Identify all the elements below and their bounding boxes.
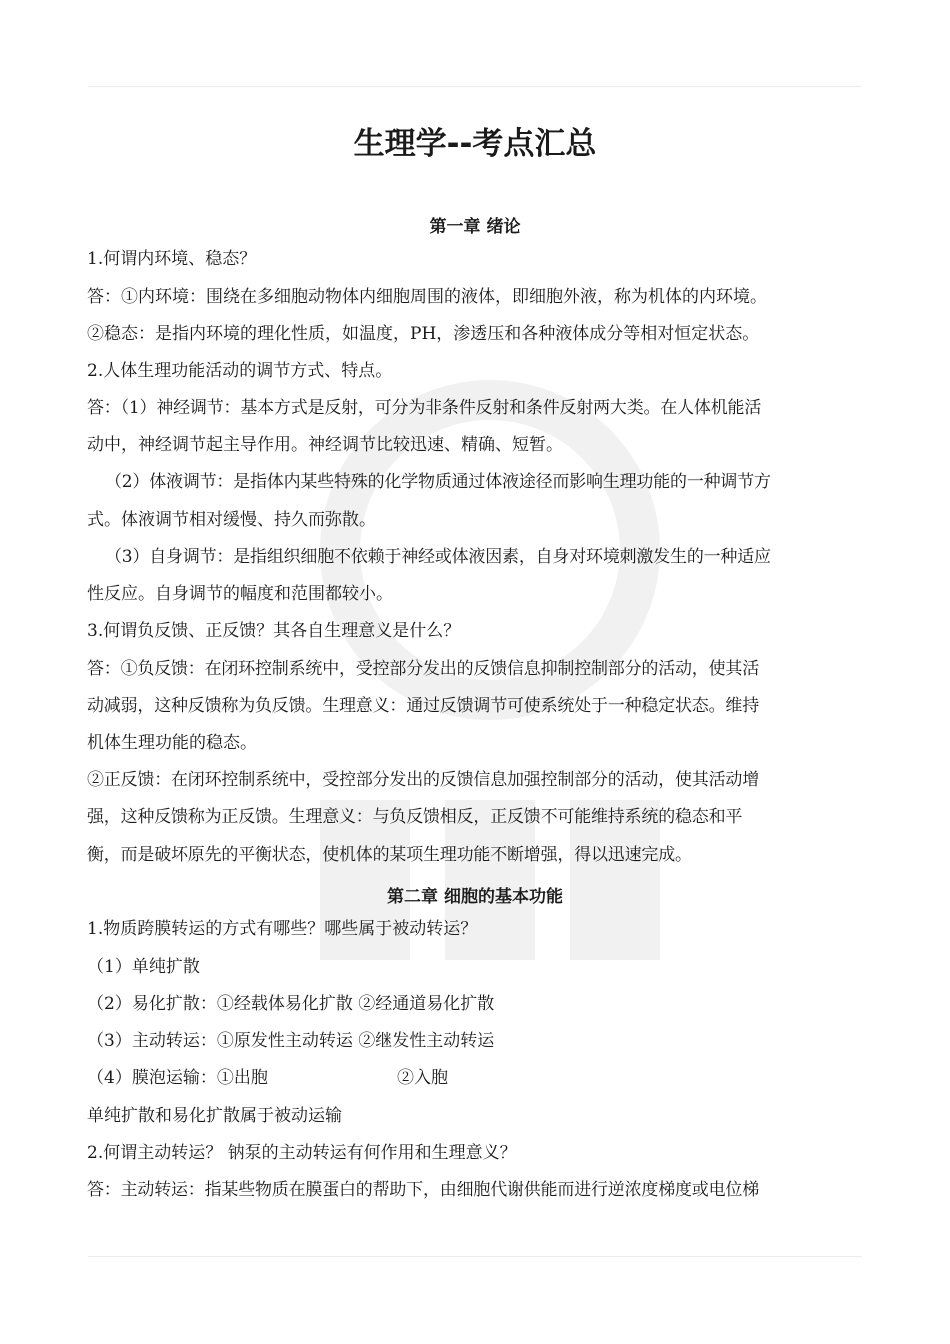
list-item: （1）单纯扩散 bbox=[87, 957, 200, 977]
answer-line: 答：①内环境：围绕在多细胞动物体内细胞周围的液体，即细胞外液，称为机体的内环境。 bbox=[87, 287, 767, 307]
question-1: 1.何谓内环境、稳态？ bbox=[87, 249, 257, 269]
chapter-heading: 第一章 绪论 bbox=[429, 217, 521, 237]
answer-line: 答：①负反馈：在闭环控制系统中，受控部分发出的反馈信息抑制控制部分的活动，使其活 bbox=[87, 659, 759, 679]
answer-line: 动减弱，这种反馈称为负反馈。生理意义：通过反馈调节可使系统处于一种稳定状态。维持 bbox=[87, 696, 759, 716]
bottom-rule bbox=[88, 1256, 862, 1257]
question-3: 3.何谓负反馈、正反馈？其各自生理意义是什么？ bbox=[87, 621, 461, 641]
top-rule bbox=[88, 86, 862, 87]
question-1: 1.物质跨膜转运的方式有哪些？哪些属于被动转运？ bbox=[87, 919, 478, 939]
answer-line: 答：主动转运：指某些物质在膜蛋白的帮助下，由细胞代谢供能而进行逆浓度梯度或电位梯 bbox=[87, 1180, 759, 1200]
list-item: （4）膜泡运输：①出胞 bbox=[87, 1068, 268, 1088]
answer-line: 性反应。自身调节的幅度和范围都较小。 bbox=[87, 584, 393, 604]
answer-line: 动中，神经调节起主导作用。神经调节比较迅速、精确、短暂。 bbox=[87, 435, 563, 455]
page-title: 生理学--考点汇总 bbox=[353, 126, 597, 162]
answer-line: 式。体液调节相对缓慢、持久而弥散。 bbox=[87, 510, 376, 530]
list-item: （2）易化扩散：①经载体易化扩散 ②经通道易化扩散 bbox=[87, 994, 495, 1014]
answer-line: 机体生理功能的稳态。 bbox=[87, 733, 257, 753]
answer-line: 强，这种反馈称为正反馈。生理意义：与负反馈相反，正反馈不可能维持系统的稳态和平 bbox=[87, 807, 743, 827]
answer-line: ②正反馈：在闭环控制系统中，受控部分发出的反馈信息加强控制部分的活动，使其活动增 bbox=[87, 770, 759, 790]
list-item: （3）主动转运：①原发性主动转运 ②继发性主动转运 bbox=[87, 1031, 495, 1051]
list-item-part: ②入胞 bbox=[397, 1068, 448, 1088]
question-2: 2.人体生理功能活动的调节方式、特点。 bbox=[87, 361, 393, 381]
answer-line: （2）体液调节：是指体内某些特殊的化学物质通过体液途径而影响生理功能的一种调节方 bbox=[105, 472, 771, 492]
summary-line: 单纯扩散和易化扩散属于被动运输 bbox=[87, 1106, 342, 1126]
answer-line: 答：（1）神经调节：基本方式是反射，可分为非条件反射和条件反射两大类。在人体机能活 bbox=[87, 398, 762, 418]
chapter-heading: 第二章 细胞的基本功能 bbox=[387, 887, 563, 907]
question-2: 2.何谓主动转运？ 钠泵的主动转运有何作用和生理意义？ bbox=[87, 1143, 517, 1163]
answer-line: 衡，而是破坏原先的平衡状态，使机体的某项生理功能不断增强，得以迅速完成。 bbox=[87, 845, 692, 865]
answer-line: （3）自身调节：是指组织细胞不依赖于神经或体液因素，自身对环境刺激发生的一种适应 bbox=[105, 547, 771, 567]
answer-line: ②稳态：是指内环境的理化性质，如温度，PH，渗透压和各种液体成分等相对恒定状态。 bbox=[87, 324, 760, 344]
